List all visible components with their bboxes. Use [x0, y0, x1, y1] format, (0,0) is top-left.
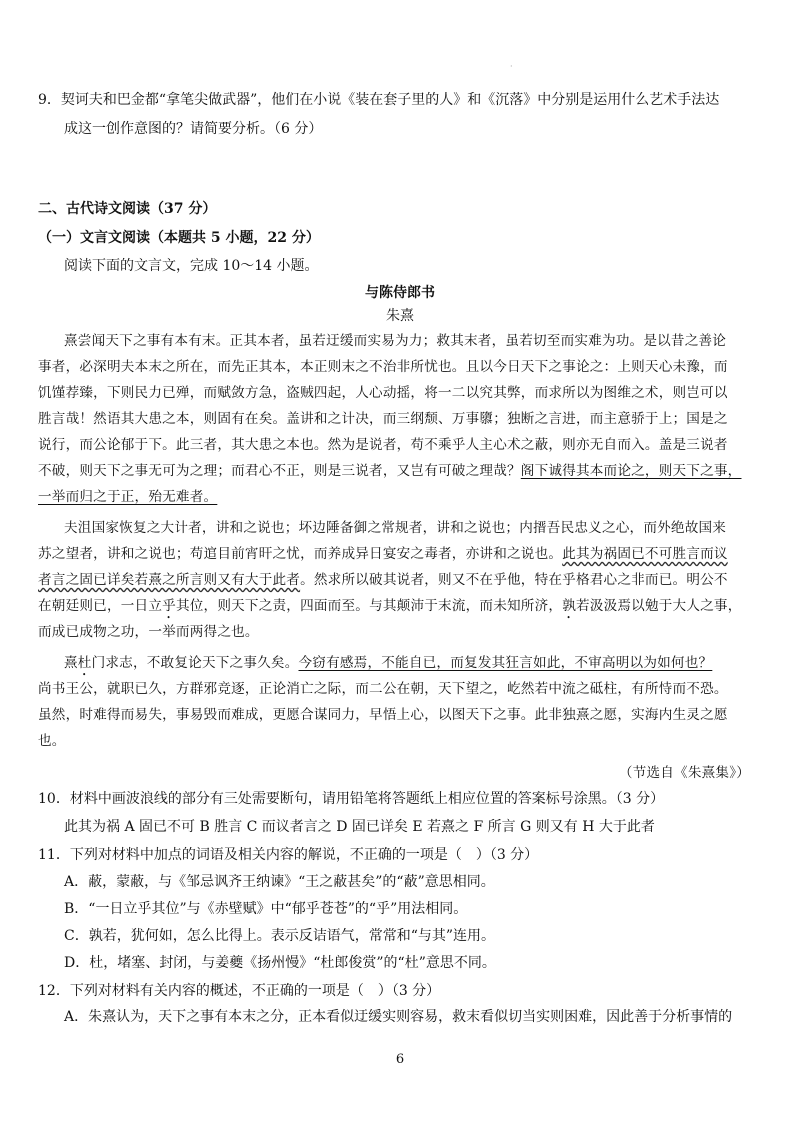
- q11-option-c: C．孰若，犹何如，怎么比得上。表示反诘语气，常常和“与其”连用。: [64, 928, 496, 944]
- p2-line2: [38, 544, 762, 564]
- dotted-word-du: 杜: [77, 655, 92, 671]
- p2-line1: 夫沮国家恢复之大计者，讲和之说也；坏边陲备御之常规者，讲和之说也；内搢吾民忠义之心，而外绝故国来: [64, 520, 727, 536]
- q9-line2: 成这一创作意图的？请简要分析。（6 分）: [64, 121, 323, 137]
- p1-line6-text: 不破，则天下之事无可为之理；而君心不正，则是三说者，又岂有可破之理哉？: [38, 463, 521, 479]
- q11-option-d: D．杜，堵塞、封闭，与姜夔《扬州慢》“杜郎俊赏”的“杜”意思不同。: [64, 955, 496, 971]
- p1-line6: [38, 461, 762, 481]
- p2-line4-c: 若汲汲焉以勉于大人之事，: [575, 598, 742, 614]
- q11-option-b: B．“一日立乎其位”与《赤壁赋》中“郁乎苍苍”的“乎”用法相同。: [64, 901, 468, 917]
- q10-stem: 10．材料中画波浪线的部分有三处需要断句，请用铅笔将答题纸上相应位置的答案标号涂黑。（3 分）: [38, 791, 665, 807]
- page-number: 6: [395, 1052, 405, 1067]
- q12-stem: 12．下列对材料有关内容的概述，不正确的一项是（ ）（3 分）: [38, 983, 441, 999]
- source-note: （节选自《朱熹集》）: [618, 765, 750, 781]
- p2-line4-b: 其位，则天下之责，四面而至。与其颠沛于末流，而未知所济，: [175, 598, 563, 614]
- dotted-word-hu: 乎: [162, 598, 176, 614]
- p3-line1-a: 熹: [64, 655, 78, 671]
- instruction: 阅读下面的文言文，完成 10～14 小题。: [64, 258, 319, 274]
- p2-line2-text: 苏之望者，讲和之说也；苟逭目前宵旰之忧，而养成异日宴安之毒者，亦讲和之说也。: [38, 546, 563, 562]
- p2-line3: [38, 570, 762, 590]
- underlined-sentence-part1: 阁下诚得其本而论之，则天下之事，: [520, 463, 742, 479]
- q11-option-a: A．蔽，蒙蔽，与《邹忌讽齐王纳谏》“王之蔽甚矣”的“蔽”意思相同。: [64, 874, 495, 890]
- p3-line3: 虽然，时难得而易失，事易毁而难成，更愿合谋同力，早悟上心，以图天下之事。此非独熹之愿，实海内生灵之愿: [38, 707, 728, 723]
- section-subtitle: （一）文言文阅读（本题共 5 小题，22 分）: [38, 230, 320, 246]
- q10-options: 此其为祸 A 固已不可 B 胜言 C 而议者言之 D 固已详矣 E 若熹之 F 所言 G 则又有 H 大于此者: [64, 819, 655, 835]
- p2-line3-text: 。然求所以破其说者，则又不在乎他，特在乎格君心之非而已。明公不: [300, 572, 728, 588]
- p1-line4: 胜言哉！然语其大患之本，则固有在矣。盖讲和之计决，而三纲颓、万事隳；独断之言进，而主意骄于上；国是之: [38, 411, 728, 427]
- q11-stem: 11．下列对材料中加点的词语及相关内容的解说，不正确的一项是（ ）（3 分）: [38, 847, 539, 863]
- underlined-sentence-part2: 一举而归之于正，殆无难者。: [38, 489, 218, 505]
- q9-line1: 9．契诃夫和巴金都“拿笔尖做武器”，他们在小说《装在套子里的人》和《沉落》中分别是运用什么艺术手法达: [38, 92, 720, 108]
- p3-line1-b: 门求志，不敢复论天下之事久矣。: [91, 655, 299, 671]
- p3-line4: 也。: [38, 733, 66, 749]
- passage-author: 朱熹: [386, 308, 414, 324]
- dotted-word-shu: 孰: [562, 598, 576, 614]
- wavy-line-part1: 此其为祸固已不可胜言而议: [562, 546, 728, 562]
- p1-line1: 熹尝闻天下之事有本有末。正其本者，虽若迂缓而实易为力；救其末者，虽若切至而实难为功。是以昔之善论: [64, 333, 727, 349]
- p2-line4-a: 在朝廷则已，一日立: [38, 598, 163, 614]
- p1-line7: [38, 487, 762, 507]
- underlined-sentence-3: 今窃有感焉，不能自已，而复发其狂言如此，不审高明以为如何也？: [298, 655, 713, 671]
- p3-line1: [64, 653, 762, 679]
- passage-title: 与陈侍郎书: [365, 285, 435, 301]
- section-title: 二、古代诗文阅读（37 分）: [38, 201, 217, 217]
- q12-option-a: A．朱熹认为，天下之事有本末之分，正本看似迂缓实则容易，救末看似切当实则困难，因此善于分析事情的: [64, 1009, 733, 1025]
- wavy-line-part2: 者言之固已详矣若熹之所言则又有大于此者: [38, 572, 301, 588]
- p3-line2: 尚书王公，就职已久，方群邪竞逐，正论消亡之际，而二公在朝，天下望之，屹然若中流之砥柱，有所恃而不恐。: [38, 681, 728, 697]
- scan-mark: ·: [510, 62, 513, 71]
- p1-line2: 事者，必深明夫本末之所在，而先正其本，本正则末之不治非所忧也。且以今日天下之事论之：上则天心未豫，而: [38, 359, 728, 375]
- p1-line5: 说行，而公论郁于下。此三者，其大患之本也。然为是说者，苟不乘乎人主心术之蔽，则亦无自而入。盖是三说者: [38, 437, 728, 453]
- p1-line3: 饥馑荐臻，下则民力已殚，而赋敛方急，盗贼四起，人心动摇，将一二以究其弊，而求所以为图维之术，则岂可以: [38, 385, 728, 401]
- p2-line5: 而成已成物之功，一举而两得之也。: [38, 624, 259, 640]
- p2-line4: [38, 596, 762, 622]
